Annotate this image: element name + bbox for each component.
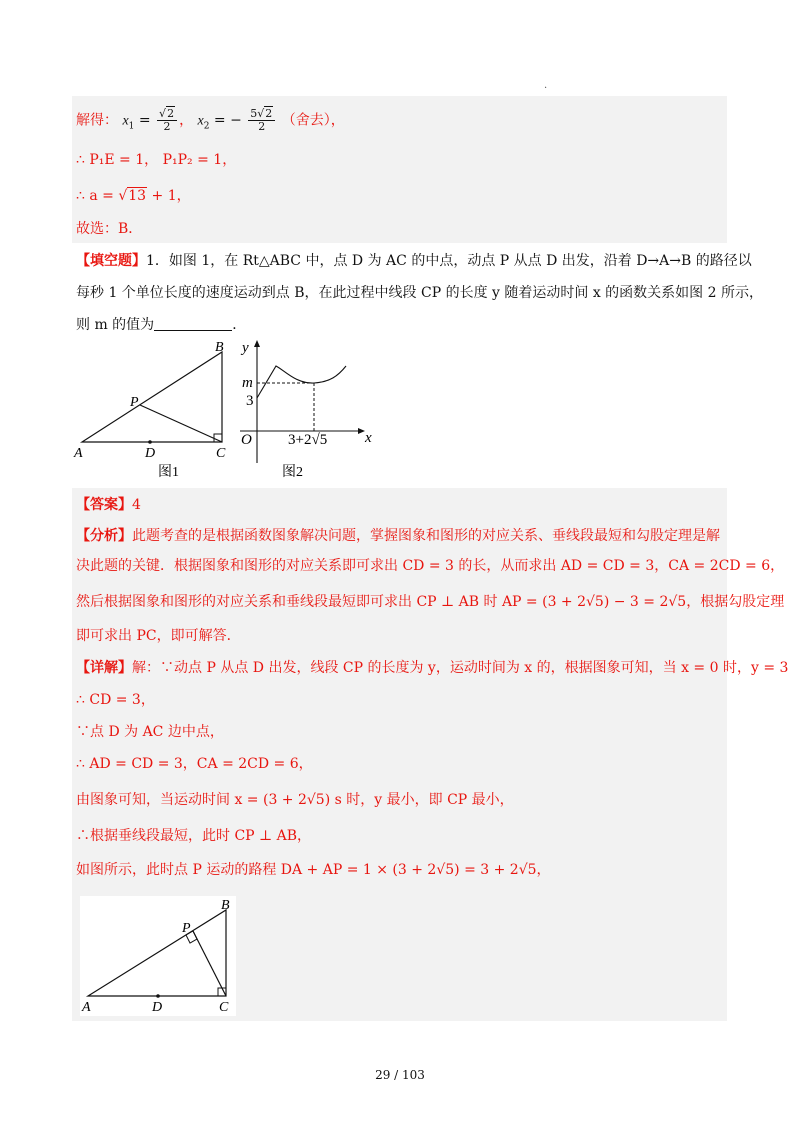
detail-line-6: ∴根据垂线段最短，此时 CP ⊥ AB， <box>76 828 312 844</box>
answer-value: 4 <box>132 497 141 513</box>
detail-line-4: ∴ AD = CD = 3，CA = 2CD = 6， <box>76 756 313 772</box>
analysis-line-4: 即可求出 PC，即可解答． <box>76 628 241 644</box>
segment-cp <box>193 931 226 996</box>
detail-line-1: 【详解】解：∵动点 P 从点 D 出发，线段 CP 的长度为 y，运动时间为 x 的，根据图象可知，当 x = 0 时，y = 3 <box>76 660 789 676</box>
label-d-2: D <box>152 1000 163 1015</box>
figure-1-caption: 图1 <box>158 465 179 480</box>
label-a-2: A <box>82 1000 91 1015</box>
detail-line-5: 由图象可知，当运动时间 x = (3 + 2√5) s 时，y 最小，即 CP 最小， <box>76 792 514 808</box>
solution-line-1: 解得： $x_1$ = $\frac{√2}{2}$ ， $x_2$ = − $\frac{5√2}{2}$ （舍去）， <box>76 107 345 133</box>
label-p-2: P <box>182 921 191 936</box>
label-d: D <box>145 446 156 461</box>
label-b: B <box>215 340 224 355</box>
label-b-2: B <box>221 898 230 913</box>
analysis-tag: 【分析】 <box>76 528 132 544</box>
figure-2 <box>232 338 382 483</box>
detail-line-3: ∵点 D 为 AC 边中点， <box>76 724 224 740</box>
page-number: 29 / 103 <box>375 1068 425 1082</box>
x2-fraction: $\frac{5√2}{2}$ <box>248 108 275 133</box>
answer-blank <box>154 330 232 331</box>
solution-line-3: ∴ a = √13 + 1， <box>76 188 191 204</box>
label-o: O <box>241 432 252 448</box>
figure-1 <box>70 338 240 483</box>
answer-tag: 【答案】 <box>76 497 132 513</box>
function-curve <box>257 366 346 398</box>
x1-fraction: $\frac{√2}{2}$ <box>157 108 177 133</box>
fill-blank-tag: 【填空题】 <box>76 253 146 269</box>
problem-line-3: 则 m 的值为 ． <box>76 317 247 333</box>
analysis-line-3: 然后根据图象和图形的对应关系和垂线段最短即可求出 CP ⊥ AB 时 AP = (3 + 2√5) − 3 = 2√5，根据勾股定理 <box>76 594 785 610</box>
solution-line-2: ∴ P₁E = 1， P₁P₂ = 1， <box>76 152 237 168</box>
figure-2-caption: 图2 <box>282 465 303 480</box>
label-c-2: C <box>219 1000 229 1015</box>
point-d <box>148 440 152 444</box>
problem-line-1: 【填空题】1．如图 1，在 Rt△ABC 中，点 D 为 AC 的中点，动点 P 从点 D 出发，沿着 D→A→B 的路径以 <box>76 253 752 269</box>
analysis-line-1: 【分析】此题考查的是根据函数图象解决问题，掌握图象和图形的对应关系、垂线段最短和勾股定理是解 <box>76 528 720 544</box>
header-dot: . <box>544 80 548 91</box>
detail-tag: 【详解】 <box>76 660 132 676</box>
label-x: x <box>365 430 372 446</box>
segment-pc <box>140 405 222 442</box>
y-axis-arrow <box>254 340 260 347</box>
detail-line-2: ∴ CD = 3， <box>76 692 155 708</box>
analysis-line-2: 决此题的关键．根据图象和图形的对应关系即可求出 CD = 3 的长，从而求出 AD = CD = 3，CA = 2CD = 6， <box>76 558 785 574</box>
x-axis-arrow <box>358 428 365 434</box>
label-c: C <box>216 446 226 461</box>
label-p: P <box>130 395 139 410</box>
triangle-abc-2 <box>88 910 226 996</box>
answer-line <box>76 495 141 515</box>
triangle-abc <box>82 352 222 442</box>
solution-line-4: 故选：B． <box>76 221 143 237</box>
label-x-value: 3+2√5 <box>288 432 328 448</box>
detail-line-7: 如图所示，此时点 P 运动的路程 DA + AP = 1 × (3 + 2√5) = 3 + 2√5， <box>76 862 551 878</box>
label-m: m <box>242 375 253 391</box>
figure-3 <box>80 896 236 1016</box>
point-d-2 <box>156 994 160 998</box>
label-y: y <box>242 340 249 356</box>
label-a: A <box>74 446 83 461</box>
problem-line-2: 每秒 1 个单位长度的速度运动到点 B，在此过程中线段 CP 的长度 y 随着运动时间 x 的函数关系如图 2 所示， <box>76 285 763 301</box>
label-3: 3 <box>246 393 254 409</box>
